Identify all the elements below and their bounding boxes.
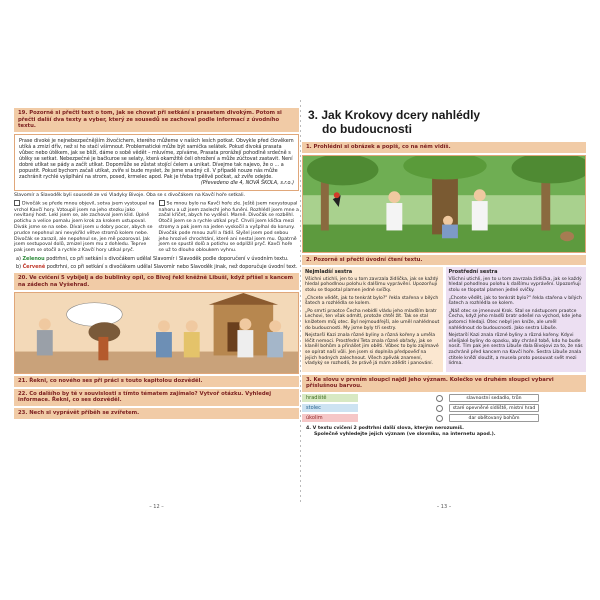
boar-info-text xyxy=(14,134,299,191)
bivoj-illustration xyxy=(14,292,299,374)
match-row xyxy=(302,394,586,403)
task-4-continued: Společně vyhledejte jejich význam (ve slovníku, na internetu apod.). xyxy=(314,431,496,437)
sisters-texts xyxy=(302,267,586,372)
checkbox-slavomir[interactable] xyxy=(14,200,20,206)
neighbors-intro: Slavomír a Slavoděk byli sousedé ze vsi Vladyky Bivoje. Oba se s divočákem na Kavčí hoře setkali. xyxy=(14,192,245,198)
left-page xyxy=(14,108,299,510)
middle-sister-text xyxy=(446,267,587,372)
middle-p3: „Náš otec se jmenoval Krok. Stal se nástupcem praotce Čecha, když jeho mladší bratr odešel na východ, kde jeho potomci hledají. Otec nebyl jen kníže, ale uměl nahlédnout do budoucnosti. Jako sestra Libuše. xyxy=(448,308,582,331)
sisters-forest-image xyxy=(303,156,585,252)
youngest-p2: „Chcete vědět, jak to tenkrát bylo?" řekla stařena v bílých šatech a rozhlédla se kolem. xyxy=(305,295,439,307)
middle-p4: Nejstarší Kazi znala různé byliny a různá kořeny. Kdyvi všelijaké byliny do opasku, aby chránil tobě, kdo ho bude nosit. Tím pak jen sestra Libuše dala Bivojovi za to, že nás zachránil před kancem na Kavčí hoře. Sestra Libuše znala ctitele kněží sloužit, a musela proto posouvat svět mezi lidma. xyxy=(448,333,583,367)
subtask-b xyxy=(14,264,299,270)
middle-p2: „Chcete vědět, jak to tenkrát bylo?" řekla stařena v bílých šatech a rozhlédla se kolem. xyxy=(448,295,582,307)
task-23: 23. Nech si vyprávět příběh se zvířetem. xyxy=(14,408,299,419)
task-1-heading: 1. Prohlédni si obrázek a popiš, co na něm vidíš. xyxy=(302,142,586,153)
match-definition: slavnostní sedadlo, trůn xyxy=(449,394,539,402)
neighbor-stories xyxy=(14,200,299,254)
checkbox-slavodek[interactable] xyxy=(159,200,165,206)
story-slavomir xyxy=(14,200,155,254)
task-2-heading: 2. Pozorně si přečti úvodní čtení textu. xyxy=(302,255,586,266)
match-row xyxy=(302,404,586,413)
match-word: hradiště xyxy=(302,394,358,402)
page-number-right: – 13 – xyxy=(436,504,452,510)
match-word: stolec xyxy=(302,404,358,412)
red-word: Červeně xyxy=(22,264,46,270)
story-slavomir-text: Divočák se přede mnou objevil, sotva jsem vystoupal na vrchol Kavčí hory. Vztoupil jsem na jeho stezku jako nevítaný host. Lekl jsem se, ale zachoval jsem klid. Úplně potichu a velice pomalu jsem krok za krokem ustupoval. Divák jsme se na sebe. Díval jsem u dobry pocor, abych se prudce nepohnul ani nevykřikl větve stromů kolem nebe. Divočák se zarazil, ale nepohnul se, jen mě pozoroval. Jak jsem sestupoval dolů, zmizel jsem mu z dohledu. Teprve pak jsem se otočil a rychle z Kavčí hory utíkal pryč. xyxy=(14,201,155,254)
middle-p1: Všichni utichli, jen to u tom zavrzala židlička, jak se každý hledal pohodlnou polohu k dalšímu vyprávění. Upozorňuji stolu se tlopotal plamen jedné svíčky. xyxy=(448,276,582,293)
book-spine xyxy=(300,100,301,502)
story-slavodek-text: Se mnou bylo na Kavčí hoře zle. Ještě jsem nevystoupal nahoru a už jsem zaslechl jeho funění. Rozhlédl jsem mne a začal křičet, abych ho vyděsil. Marně. Divočák se rozběhl. Otočil jsem se a rychle utíkal pryč. Chvíli jsem klička mezi stromy a pak jsem na jeden vyskočil a vyšplhal do koruny. Divočák pode mnou zuřil a řádil. Slyšel jsem pod sebou jeho hrozivé chrochtání, které ani nestal jsem mu. Opatrně jsem se spustil dolů a potichu se odplížil pryč. Kavčí hoře se už to dlouho obloukem vyhnu. xyxy=(158,201,299,254)
chapter-title-line1: 3. Jak Krokovy dcery nahlédly xyxy=(308,108,481,122)
match-definition: staré opevněné sídliště, místní hrad xyxy=(449,404,539,412)
subtask-a-label: a) xyxy=(16,256,21,262)
match-row xyxy=(302,414,586,423)
match-word: úkolim xyxy=(302,414,358,422)
task-3-heading: 3. Ke slovu v prvním sloupci najdi jeho význam. Kolečko ve druhém sloupci vybarvi příslušnou barvou. xyxy=(302,375,586,392)
youngest-p1: Všichni utichli, jen to u tom zavrzala židlička, jak se každý hledal pohodlnou polohu k dalšímu vyprávění. Upozorňuji stolu se tlopotal plamen jedné svíčky. xyxy=(305,276,439,293)
youngest-p4: Nejstarší Kazi znala různé byliny a různá kořeny a uměla léčit nemoci. Prostřední Teta znala různé obřady, jak se klaněl bohům a přinášet jim oběti. Vůbec to bylo zajímavé se opírat naší vůli. Jen jsem si doplnila předpověď na jejich hodných zalechnout. Všech zpěvák znamení, vladyký se rozhodli, že právě já mám zdědit i panování. xyxy=(305,333,439,367)
boar-info-body: Prase divoké je nejnebezpečnějším živočichem, kterého můžeme v našich lesích potkat. Obvykle před člověkem utíká a zmizí dřív, než si ho stačí všimnout. Problematické může být samička selátek. Pokud divoká prasata vůbec nebo útěkem, jak se bliží, dáme o sobě vědět – mluvíme, zpíváme, Prasata prorážejí pohodlně srdečně s útěky se setkat. Nebezpečné je bačkuroe se selaty, která okamžitě čeli ohrožení a může zúčtovat zastavit. Není dobré utíkat se pády a začít utíkat. Dopomůže se zůstat stojící čelem a unikat. Dívejme tak najevo, že o ... a popustit. Pokud bychom začali utíkat, zvíře si bude myslet, že jsme snadný cíl. V případě nouze nás může zachránit rychlé vyšplhání na strom, posed, krmelec apod. Pak je třeba trpělivě počkat, až zvíře odejde. xyxy=(19,137,294,181)
middle-sister-title: Prostřední sestra xyxy=(448,269,498,276)
task-20-heading: 20. Ve cvičení 5 vybíjelj a do bublinky opíl, co Bivoj řekl kněžně Libuši, když přišel s kancem na zádech na Vyšehrad. xyxy=(14,273,299,290)
subtask-b-text: podtrhni, co při setkání s divočákem udělal Slavomír nebo Slavoděk jinak, než doporučuje úvodní text. xyxy=(46,264,298,270)
bivoj-scene-image xyxy=(15,293,298,373)
task-4: 4. V textu cvičení 2 podtrhni další slova, kterým nerozumíš. xyxy=(306,425,464,431)
youngest-sister-text xyxy=(302,267,443,372)
task-22: 22. Co dalšího by tě v souvislosti s tímto tématem zajímalo? Vytvoř otázku. Vyhledej informace. Řekni, co ses dozvěděl. xyxy=(14,389,299,406)
task-21: 21. Řekni, co nového ses při práci s touto kapitolou dozvěděl. xyxy=(14,376,299,387)
youngest-p3: „Po smrti praotce Čecha nebídli vládu jeho mladším bratr Lechovi, ten však odmítl, protože chtěl žít. Tak se stal knížetem můj otec. Byl nejmoudřejší, ale uměl nahlédnout do budoucnosti. My jsme byly tři sestry. xyxy=(305,308,440,331)
youngest-sister-title: Nejmladší sestra xyxy=(305,269,353,276)
story-slavodek xyxy=(159,200,300,254)
chapter-title xyxy=(302,108,586,136)
forest-illustration xyxy=(302,155,586,253)
right-page xyxy=(302,108,586,510)
subtask-a-text: podtrhni, co při setkání s divočákem udělal Slavomír i Slavoděk podle doporučení v úvodním textu. xyxy=(46,256,289,262)
color-circle[interactable] xyxy=(436,395,443,402)
match-definition: dar obětovaný bohům xyxy=(449,414,539,422)
color-circle[interactable] xyxy=(436,405,443,412)
subtask-a xyxy=(14,256,299,262)
page-number-left: – 12 – xyxy=(149,504,164,510)
task-19-heading: 19. Pozorně si přečti text o tom, jak se chovat při setkání s prasetem divokým. Potom si přečti další dva texty a vyber, který ze sousedů se zachoval podle informací z úvodního textu. xyxy=(14,108,299,132)
source-note: (Převedeno dle 4, NOVÁ ŠKOLA, s.r.o.) xyxy=(200,180,294,187)
chapter-title-line2: do budoucnosti xyxy=(322,122,412,136)
color-circle[interactable] xyxy=(436,415,443,422)
green-word: Zelenou xyxy=(22,256,45,262)
subtask-b-label: b) xyxy=(16,264,22,270)
word-match-exercise xyxy=(302,394,586,423)
